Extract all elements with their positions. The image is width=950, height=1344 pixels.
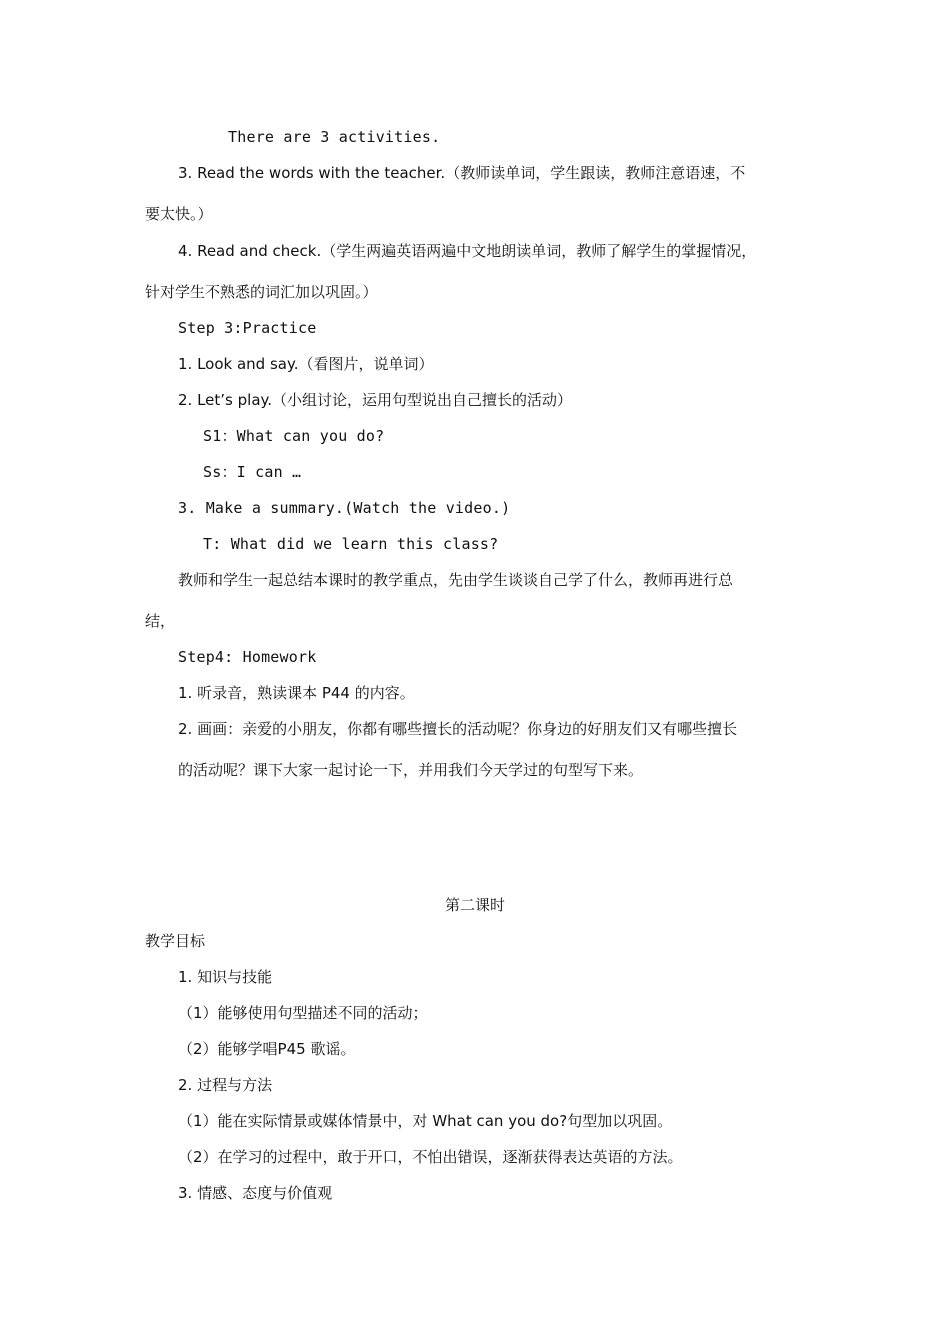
homework-item-2-line-2: 的活动呢？课下大家一起讨论一下，并用我们今天学过的句型写下来。 bbox=[178, 761, 644, 779]
activities-note: There are 3 activities. bbox=[228, 128, 441, 146]
dialogue-ss: Ss：I can … bbox=[203, 463, 302, 481]
step4-heading: Step4: Homework bbox=[178, 648, 317, 666]
summary-line-2: 结， bbox=[145, 612, 176, 630]
step3-item-3: 3. Make a summary.(Watch the video.) bbox=[178, 499, 511, 517]
homework-item-1: 1. 听录音，熟读课本 P44 的内容。 bbox=[178, 684, 415, 702]
summary-line-1: 教师和学生一起总结本课时的教学重点，先由学生谈谈自己学了什么，教师再进行总 bbox=[178, 571, 734, 589]
step3-item-1: 1. Look and say.（看图片，说单词） bbox=[178, 355, 434, 373]
step2-item-4-line-1: 4. Read and check.（学生两遍英语两遍中文地朗读单词，教师了解学生的掌握情况， bbox=[178, 242, 757, 260]
step2-item-3-line-1: 3. Read the words with the teacher.（教师读单词，学生跟读，教师注意语速，不 bbox=[178, 164, 746, 182]
homework-item-2-line-1: 2. 画画：亲爱的小朋友，你都有哪些擅长的活动呢？你身边的好朋友们又有哪些擅长 bbox=[178, 720, 738, 738]
step2-item-3-line-2: 要太快。） bbox=[145, 205, 213, 223]
step2-item-4-line-2: 针对学生不熟悉的词汇加以巩固。） bbox=[145, 283, 378, 301]
goal-2-heading: 2. 过程与方法 bbox=[178, 1076, 273, 1094]
goal-2-a: （1）能在实际情景或媒体情景中，对 What can you do?句型加以巩固。 bbox=[178, 1112, 673, 1130]
objectives-heading: 教学目标 bbox=[145, 932, 206, 950]
dialogue-s1: S1：What can you do? bbox=[203, 427, 385, 445]
goal-1-heading: 1. 知识与技能 bbox=[178, 968, 273, 986]
goal-2-b: （2）在学习的过程中，敢于开口，不怕出错误，逐渐获得表达英语的方法。 bbox=[178, 1148, 683, 1166]
step3-item-2: 2. Let’s play.（小组讨论，运用句型说出自己擅长的活动） bbox=[178, 391, 573, 409]
goal-1-b: （2）能够学唱P45 歌谣。 bbox=[178, 1040, 356, 1058]
goal-1-a: （1）能够使用句型描述不同的活动； bbox=[178, 1004, 428, 1022]
teacher-question: T: What did we learn this class? bbox=[203, 535, 499, 553]
goal-3-heading: 3. 情感、态度与价值观 bbox=[178, 1184, 333, 1202]
lesson-2-title: 第二课时 bbox=[444, 896, 505, 914]
step3-heading: Step 3:Practice bbox=[178, 319, 317, 337]
